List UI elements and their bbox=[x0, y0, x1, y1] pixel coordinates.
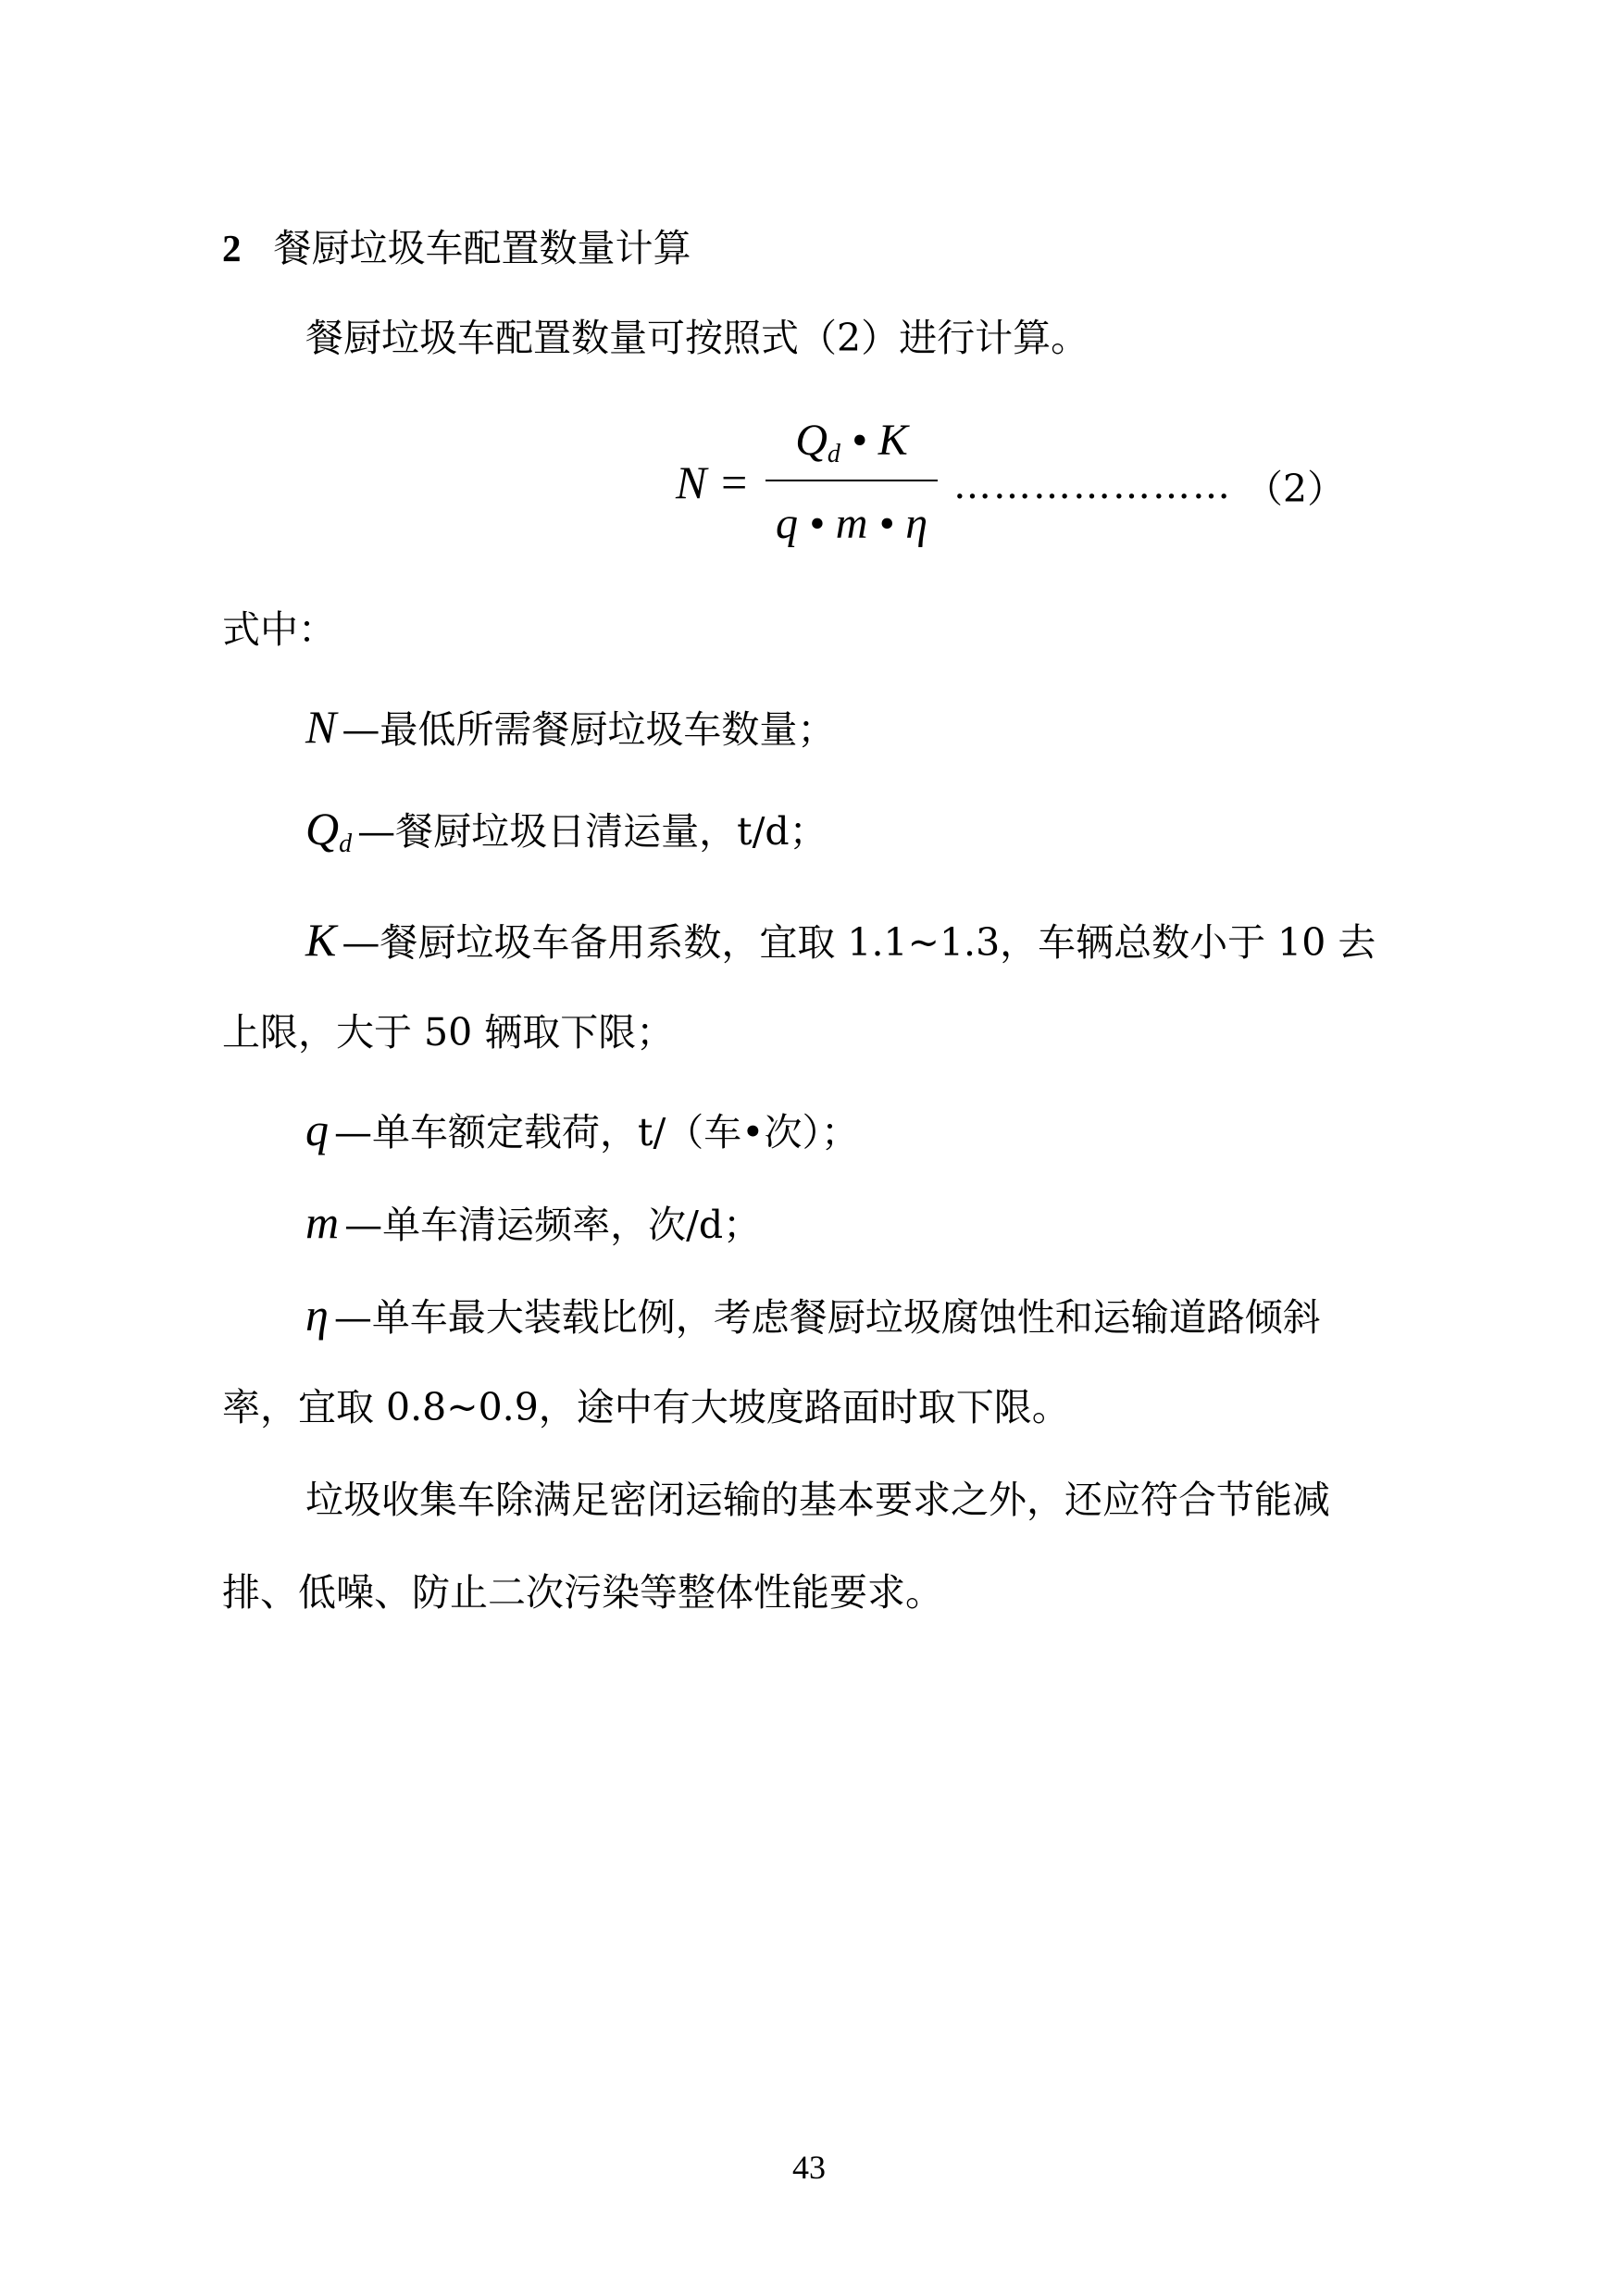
definition-m: m —单车清运频率，次/d； bbox=[305, 1196, 762, 1248]
page-number: 43 bbox=[792, 2149, 826, 2186]
definition-qd: $Q_d$ —餐厨垃圾日清运量，t/d； bbox=[305, 803, 828, 858]
definition-q: q —单车额定载荷，t/（车•次）； bbox=[305, 1104, 859, 1155]
formula-2 bbox=[676, 407, 1416, 565]
formula-numerator: $Q_d$ • K bbox=[795, 416, 908, 468]
fraction-bar bbox=[765, 480, 938, 481]
definition-n: N —最低所需餐厨垃圾车数量； bbox=[305, 701, 836, 753]
closing-paragraph-line-1: 垃圾收集车除满足密闭运输的基本要求之外，还应符合节能减 bbox=[305, 1478, 1330, 1522]
definition-eta: η —单车最大装载比例，考虑餐厨垃圾腐蚀性和运输道路倾斜 bbox=[305, 1289, 1321, 1341]
where-label: 式中： bbox=[222, 607, 336, 652]
formula-lhs: N = bbox=[676, 456, 750, 508]
closing-paragraph-line-2: 排、低噪、防止二次污染等整体性能要求。 bbox=[222, 1570, 943, 1615]
definition-k-continued: 上限，大于 50 辆取下限； bbox=[222, 1010, 675, 1054]
section-title: 餐厨垃圾车配置数量计算 bbox=[273, 226, 691, 270]
formula-number: （2） bbox=[1245, 467, 1346, 511]
formula-leader-dots: ………………… bbox=[953, 463, 1232, 507]
section-heading bbox=[222, 226, 691, 270]
definition-eta-continued: 率，宜取 0.8~0.9，途中有大坡度路面时取下限。 bbox=[222, 1385, 1070, 1429]
intro-paragraph: 餐厨垃圾车配置数量可按照式（2）进行计算。 bbox=[305, 316, 1089, 360]
section-number: 2 bbox=[222, 227, 242, 269]
formula-denominator: q • m • η bbox=[775, 499, 928, 548]
definition-k: K —餐厨垃圾车备用系数，宜取 1.1~1.3，车辆总数小于 10 去 bbox=[305, 914, 1376, 966]
